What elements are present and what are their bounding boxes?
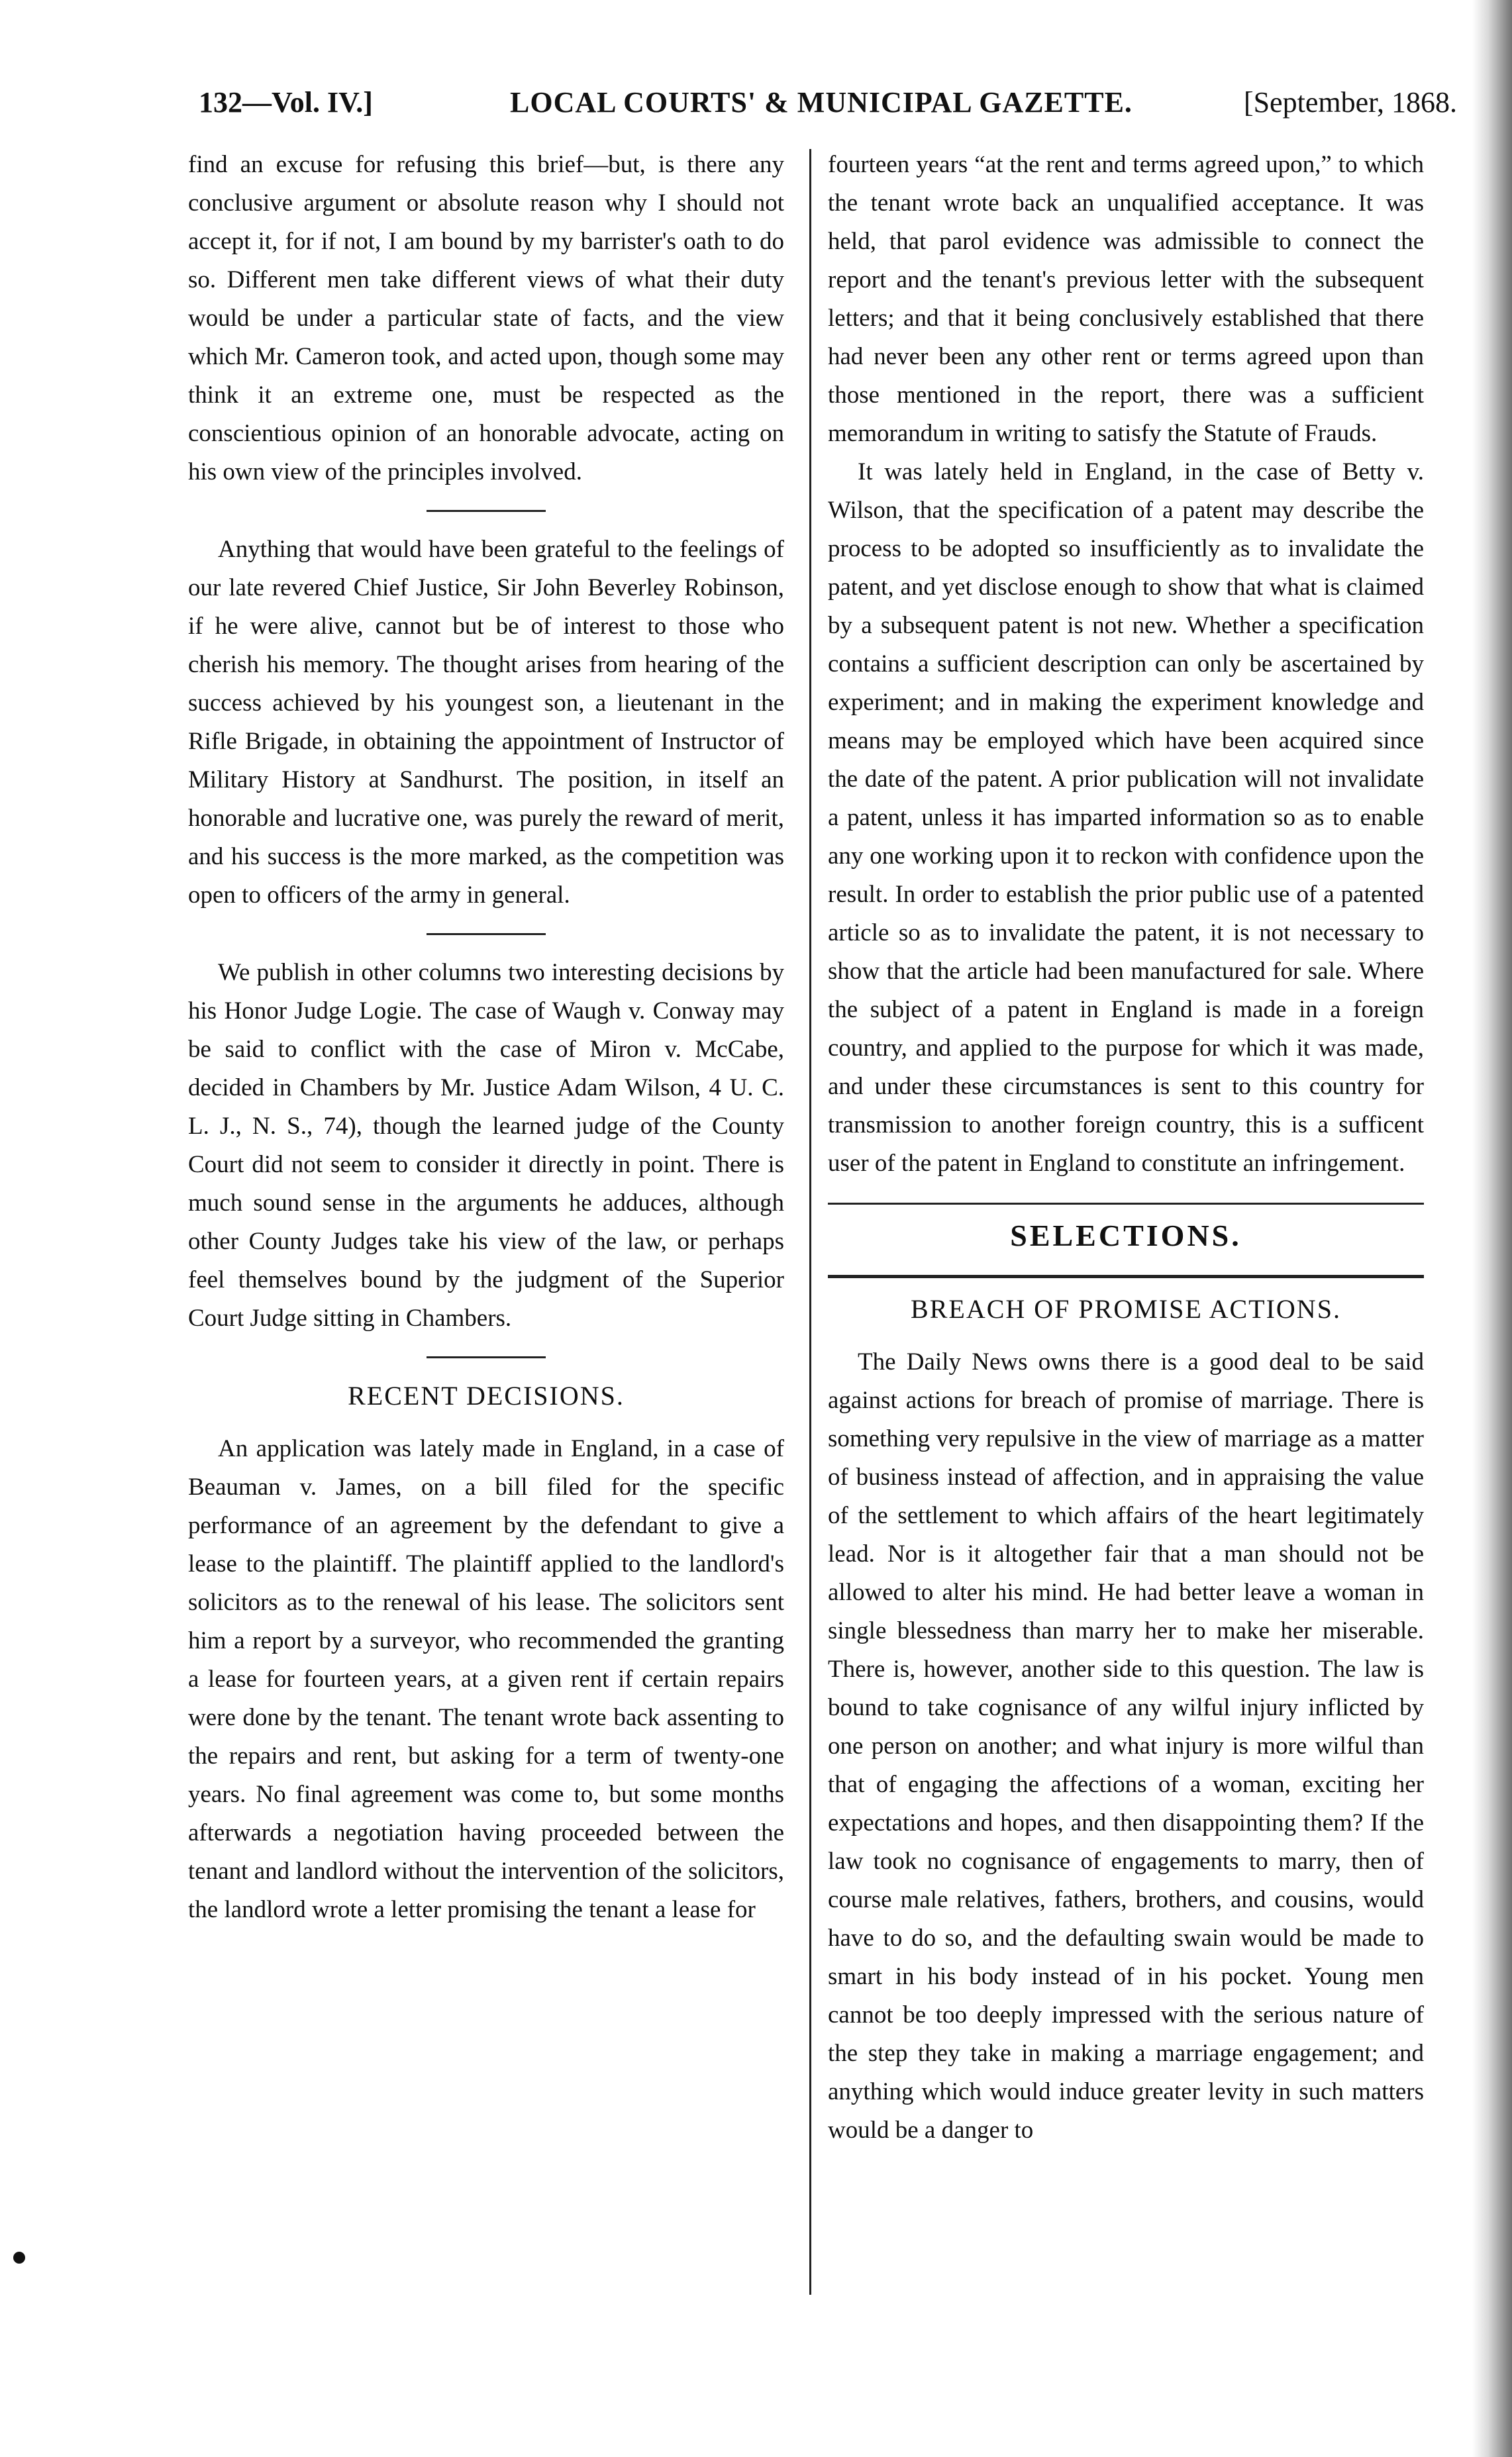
paragraph-beauman: An application was lately made in England, in a case of Beauman v. James, on a bill filed for the specific performance of an agreement by the defendant to give a lease to the plaintiff. The plaintiff applied to the landlord's solicitors as to the renewal of his lease. The solicitors sent him a report by a surveyor, who recommended the granting a lease for fourteen years, at a given rent if certain repairs were done by the tenant. The tenant wrote back assenting to the repairs and rent, but asking for a term of twenty-one years. No final agreement was come to, but some months afterwards a negotiation having proceeded between the tenant and landlord without the intervention of the solicitors, the landlord wrote a letter promising the tenant a lease for [188, 1435, 784, 1923]
paragraph-cameron: find an excuse for refusing this brief—but, is there any conclusive argument or absolute reason why I should not accept it, for if not, I am bound by my barrister's oath to do so. Different men take different views of what their duty would be under a particular state of facts, and the view which Mr. Cameron took, and acted upon, though some may think it an extreme one, must be respected as the conscientious opinion of an honorable advocate, acting on his own view of the principles involved. [188, 151, 784, 485]
selections-heading: SELECTIONS. [1010, 1219, 1242, 1252]
folio: 132—Vol. IV.] [199, 86, 373, 119]
section-rule [828, 1203, 1424, 1205]
recent-decisions-heading: RECENT DECISIONS. [348, 1381, 625, 1411]
page-header [199, 66, 1457, 119]
paragraph-breach-of-promise: The Daily News owns there is a good deal to be said against actions for breach of promise of marriage. There is something very repulsive in the view of marriage as a matter of business instead of affection, and in appraising the value of the settlement to which affairs of the heart legitimately lead. Nor is it altogether fair that a man should not be allowed to alter his mind. He had better leave a woman in single blessedness than marry her to make her miserable. There is, however, another side to this question. The law is bound to take cognisance of any wilful injury inflicted by one person on another; and what injury is more wilful than that of engaging the affections of a woman, exciting her expectations and hopes, and then disappointing them? If the law took no cognisance of engagements to marry, then of course male relatives, fathers, brothers, and cousins, would have to do so, and the defaulting swain would be made to smart in his body instead of in his pocket. Young men cannot be too deeply impressed with the serious nature of the step they take in making a marriage engagement; and anything which would induce greater levity in such matters would be a danger to [828, 1348, 1424, 2144]
separator-rule [427, 1356, 546, 1358]
issue-date: [September, 1868. [1243, 86, 1457, 119]
separator-rule [427, 510, 546, 512]
section-rule [828, 1275, 1424, 1278]
paragraph-beauman-continued: fourteen years “at the rent and terms agreed upon,” to which the tenant wrote back an unqualified acceptance. It was held, that parol evidence was admissible to connect the report and the tenant's previous letter with the subsequent letters; and that it being conclusively established that there had never been any other rent or terms agreed upon than those mentioned in the report, there was a sufficient memorandum in writing to satisfy the Statute of Frauds. [828, 151, 1424, 447]
publication-title: LOCAL COURTS' & MUNICIPAL GAZETTE. [510, 86, 1133, 119]
right-column [828, 146, 1424, 2150]
paragraph-logie: We publish in other columns two interesting decisions by his Honor Judge Logie. The case of Waugh v. Conway may be said to conflict with the case of Miron v. McCabe, decided in Chambers by Mr. Justice Adam Wilson, 4 U. C. L. J., N. S., 74), though the learned judge of the County Court did not seem to consider it directly in point. There is much sound sense in the arguments he adduces, although other County Judges take his view of the law, or perhaps feel themselves bound by the judgment of the Superior Court Judge sitting in Chambers. [188, 959, 784, 1332]
page-edge-shadow [1472, 0, 1512, 2457]
column-divider [809, 149, 811, 2295]
paragraph-betty-wilson: It was lately held in England, in the case of Betty v. Wilson, that the specification of a patent may describe the process to be adopted so insufficiently as to invalidate the patent, and yet disclose enough to show that what is claimed by a subsequent patent is not new. Whether a specification contains a sufficient description can only be ascertained by experiment; and in making the experiment knowledge and means may be employed which have been acquired since the date of the patent. A prior publication will not invalidate a patent, unless it has imparted information so as to enable any one working upon it to reckon with confidence upon the result. In order to establish the prior public use of a patented article so as to invalidate the patent, it is not necessary to show that the article had been manufactured for sale. Where the subject of a patent in England is made in a foreign country, and applied to the purpose for which it was made, and under these circumstances is sent to this country for transmission to another foreign country, this is a sufficent user of the patent in England to constitute an infringement. [828, 458, 1424, 1177]
breach-of-promise-heading: BREACH OF PROMISE ACTIONS. [911, 1294, 1341, 1324]
margin-ink-dot [13, 2252, 25, 2264]
separator-rule [427, 933, 546, 935]
left-column [188, 146, 784, 1929]
paragraph-robinson: Anything that would have been grateful to the feelings of our late revered Chief Justice, Sir John Beverley Robinson, if he were alive, cannot but be of interest to those who cherish his memory. The thought arises from hearing of the success achieved by his youngest son, a lieutenant in the Rifle Brigade, in obtaining the appointment of Instructor of Military History at Sandhurst. The position, in itself an honorable and lucrative one, was purely the reward of merit, and his success is the more marked, as the competition was open to officers of the army in general. [188, 536, 784, 909]
